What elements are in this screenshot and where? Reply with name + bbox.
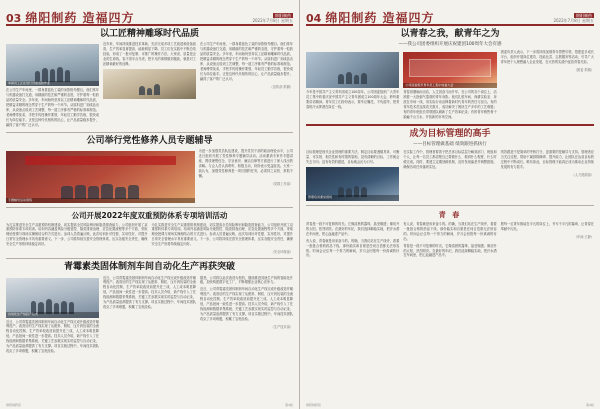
article-4-body-2: 近日，公司青霉素类固体制剂车间自动化生产线完成升级改造并顺利投产。改造后的生产线实现了从配料、制粒、压片到包装的全流程自动化控制，生产效率较改造前提升近三成，人工成本明显降低，产品批间一致性进一步提高。技术人员介绍，新产线引入了在线检测和数据采集系统，关键工艺参数实现实时监控与自动记录，为产品质量追溯提供了有力支撑。项目实施过程中，车间技术团队攻克了多项难题，积累了宝贵经验。	[103, 275, 196, 310]
article-2r-body-3: 绩效跟进不是简单的考核打分，更重要的是辅导与支持。管理者应当关注过程，帮助下属排除障碍、提升能力，让团队在达成目标的过程中不断成长。唯有如此，目标管理才能真正成为推动企业持续发展的有力抓手。	[500, 149, 594, 169]
article-2r-headline: 成为目标管理的高手	[409, 128, 491, 139]
article-4-photo	[6, 278, 99, 318]
article-3r-body-x: 有人说，青春就是用来奋斗的。的确，当我们站在生产线旁，看着一批批合格的药品下线，那份踏实和自豪是任何言语都无法形容的。时间会记住每一个努力的瞬间，岁月会回报每一份真诚的付出。	[306, 238, 400, 258]
article-2-photo-caption: 专题辅导活动现场	[6, 198, 195, 204]
article-4-body-4: 近日，公司青霉素类固体制剂车间自动化生产线完成升级改造并顺利投产。改造后的生产线实现了从配料、制粒、压片到包装的全流程自动化控制，生产效率较改造前提升近三成，人工成本明显降低，产品批间一致性进一步提高。技术人员介绍，新产线引入了在线检测和数据采集系统，关键工艺参数实现实时监控与自动记录，为产品质量追溯提供了有力支撑。项目实施过程中，车间技术团队攻克了多项难题，积累了宝贵经验。	[200, 287, 293, 322]
article-4-col-2	[103, 276, 196, 357]
footer-right	[306, 403, 594, 407]
article-2-body: 为进一步加强党员队伍建设，提升党员干部的政治理论水平，公司近日组织开展了党性修养专题辅导活动。活动邀请专家作专题讲座，围绕理想信念、宗旨意识、廉洁自律等方面进行了深入浅出的讲解。与会人员认真聆听，积极互动，纷纷表示受益匪浅。大家一致认为，加强党性修养是一项长期的任务，必须持之以恒、常抓不懈。	[198, 149, 293, 178]
article-1r-body-3: 团委负责人表示，下一步将持续加强青年思想引领，搭建更多成长平台，组织开展岗位建功、技能比武、志愿服务等活动，引导广大青年把个人理想融入企业发展，在火热的实践中绽放青春光彩。	[500, 50, 594, 64]
photo-figures	[6, 63, 99, 82]
footer-left-page: 第3版	[285, 403, 293, 407]
article-4-col-1	[6, 276, 99, 357]
article-2r-body-2: 在实际工作中，管理者要善于把总体目标层层分解到部门、班组和个人，让每一名员工都清楚自己要做什么、做到什么程度、什么时候完成。同时，要建立定期回顾机制，及时发现偏差并调整措施，确保各项任务落到实处。	[403, 149, 497, 169]
article-1-right	[300, 29, 600, 122]
article-1-photo-2	[103, 69, 196, 99]
article-3r-col-2	[403, 222, 496, 261]
footer-right-label: 绵阳制药报	[306, 403, 322, 407]
article-1r-col-3	[501, 50, 594, 122]
masthead-title-left: 绵阳制药 造福四方	[25, 11, 135, 25]
masthead-title-right: 绵阳制药 造福四方	[325, 11, 435, 25]
page-number-left: 03	[6, 12, 22, 25]
photo-banner	[25, 156, 176, 164]
article-1-photo-caption: 车间员工正在进行设备巡检作业	[6, 81, 99, 87]
article-2-right	[300, 129, 600, 203]
article-1-body-3: 在公司生产车间里，一群身着蓝色工装的身影格外醒目。他们常年与机器设备打交道，用精湛的技艺和严谨的态度，守护着每一粒药品的质量安全。多年来，车间始终坚持以工匠精神雕琢时代品质，把精益求精的理念贯穿于生产的每一个环节。从原料进厂到成品出库，从设备点检到工艺调整，每一道工序都有严格的标准和规范。老师傅带徒弟，手把手传授操作要领，年轻员工勤学苦练，很快成长为岗位能手。正是这种代代相传的匠心，让产品质量稳步提升，赢得了客户的广泛认可。	[200, 42, 293, 81]
article-3-col-2	[152, 223, 294, 257]
article-3-byline: （安全环保部）	[270, 250, 293, 255]
article-3r-body-3: 愿每一位青年都能在平凡的岗位上，书写不平凡的篇章，让青春在奉献中闪光。	[500, 221, 594, 231]
article-1-photo-1	[6, 44, 99, 86]
article-1r-byline: （团委 供稿）	[573, 67, 594, 72]
article-1r-subhead: ——我公司团委组织开展庆祝建团100周年大会有感	[398, 42, 502, 48]
article-3-right	[300, 210, 600, 261]
masthead-left	[6, 4, 293, 26]
page-right-04	[300, 0, 600, 409]
article-4-body: 近日，公司青霉素类固体制剂车间自动化生产线完成升级改造并顺利投产。改造后的生产线实现了从配料、制粒、压片到包装的全流程自动化控制，生产效率较改造前提升近三成，人工成本明显降低，产品批间一致性进一步提高。技术人员介绍，新产线引入了在线检测和数据采集系统，关键工艺参数实现实时监控与自动记录，为产品质量追溯提供了有力支撑。项目实施过程中，车间技术团队攻克了多项难题，积累了宝贵经验。	[6, 319, 99, 354]
divider-3-left	[6, 258, 293, 259]
article-4-left	[0, 262, 299, 356]
article-3r-body-y: 青春是一段不可复制的时光。它像清晨的露珠，晶莹剔透；像初升的太阳，热烈明亮。在最好的年纪，我们选择脚踏实地，把汗水洒在车间里，把心血融进产品中。	[403, 243, 497, 258]
article-2-photo	[6, 151, 195, 203]
divider-2-left	[6, 207, 293, 208]
article-3-left	[0, 211, 299, 256]
article-2r-col-1	[306, 150, 399, 203]
masthead-date-left: 2022年7月8日 星期五	[252, 17, 293, 23]
photo-figures-3	[6, 176, 195, 199]
article-1r-photo-2	[403, 52, 496, 88]
article-3-body-2: 为扎实推进安全生产双重预防机制建设，切实提高全员风险辨识和隐患排查能力，公司组织开展了双重预防体系专项培训。培训内容涵盖风险分级管控、隐患排查治理、应急处置流程等多个方面，采取理论授课与现场实操相结合的方式进行。参训人员普遍反映，此次培训针对性强、实用性好，对提升日常安全管理水平具有重要意义。下一步，公司将持续完善安全管理体系，压实各级安全责任，确保安全生产形势持续稳定向好。	[151, 222, 293, 247]
masthead-badge-right: 绵阳制药	[576, 12, 592, 18]
article-1r-headline: 以青春之我，献青年之为	[400, 29, 500, 39]
footer-left-label: 绵阳制药报	[6, 403, 22, 407]
article-1-body-2: 近年来，车间持续推进技术革新，先后完成多项工艺改进和设备改造，生产效率显著提高，能耗明显下降。员工们在实践中不断总结经验，形成了一批可复制、可推广的操作方法。大家说，质量是企业的生命线，容不得半点马虎。把平凡的事情做到极致，就是对工匠精神最好的诠释。	[103, 42, 196, 67]
article-2r-col-2	[403, 150, 496, 203]
article-1-col-2	[103, 42, 196, 130]
photo-figures-r1	[306, 68, 399, 84]
article-1r-photo-1	[306, 52, 399, 88]
article-2r-col-3	[501, 150, 594, 203]
article-2-photo-col	[6, 149, 195, 205]
article-3r-body: 青春是一段不可复制的时光。它像清晨的露珠，晶莹剔透；像初升的太阳，热烈明亮。在最好的年纪，我们选择脚踏实地，把汗水洒在车间里，把心血融进产品中。	[306, 221, 400, 236]
article-2-col-1	[199, 149, 293, 205]
article-1-headline: 以工匠精神雕琢时代品质	[99, 29, 199, 39]
article-1-col-1	[6, 42, 99, 130]
article-3r-col-1	[306, 222, 399, 261]
footer-left	[6, 403, 293, 407]
article-3r-body-2: 有人说，青春就是用来奋斗的。的确，当我们站在生产线旁，看着一批批合格的药品下线，那份踏实和自豪是任何言语都无法形容的。时间会记住每一个努力的瞬间，岁月会回报每一份真诚的付出。	[403, 221, 497, 241]
article-1-byline: （宣传部 供稿）	[269, 84, 293, 89]
article-1r-body: 今年是中国共产主义青年团成立100周年。公司团委组织广大青年员工集中收看庆祝中国共产主义青年团成立100周年大会，聆听重要讲话精神。青年员工们纷纷表示，要牢记嘱托，不负韶华，把青春的汗水挥洒在岗位一线。	[306, 90, 400, 109]
article-2r-photo-caption: 管理培训课堂现场	[306, 195, 399, 201]
masthead-meta-right	[553, 13, 594, 24]
photo-figures-4	[6, 296, 99, 314]
article-1-left	[0, 29, 299, 130]
article-2r-body: 目标管理是现代企业管理的重要方法。制定目标要遵循具体、可衡量、可实现、相关性和有时限的原则。没有清晰的目标，工作就会失去方向；没有有效的跟进，目标就会沦为口号。	[306, 149, 400, 164]
article-1-body: 在公司生产车间里，一群身着蓝色工装的身影格外醒目。他们常年与机器设备打交道，用精湛的技艺和严谨的态度，守护着每一粒药品的质量安全。多年来，车间始终坚持以工匠精神雕琢时代品质，把精益求精的理念贯穿于生产的每一个环节。从原料进厂到成品出库，从设备点检到工艺调整，每一道工序都有严格的标准和规范。老师傅带徒弟，手把手传授操作要领，年轻员工勤学苦练，很快成长为岗位能手。正是这种代代相传的匠心，让产品质量稳步提升，赢得了客户的广泛认可。	[6, 88, 99, 127]
article-4-col-3	[200, 276, 293, 357]
footer-right-page: 第4版	[586, 403, 594, 407]
article-3-body: 为扎实推进安全生产双重预防机制建设，切实提高全员风险辨识和隐患排查能力，公司组织开展了双重预防体系专项培训。培训内容涵盖风险分级管控、隐患排查治理、应急处置流程等多个方面，采取理论授课与现场实操相结合的方式进行。参训人员普遍反映，此次培训针对性强、实用性好，对提升日常安全管理水平具有重要意义。下一步，公司将持续完善安全管理体系，压实各级安全责任，确保安全生产形势持续稳定向好。	[6, 222, 148, 247]
divider-1-right	[306, 124, 594, 126]
photo-figures-2	[103, 82, 196, 96]
page-number-right: 04	[306, 12, 322, 25]
article-4-headline: 青霉素类固体制剂车间自动化生产再获突破	[63, 262, 235, 273]
article-1r-col-1	[306, 50, 399, 122]
article-3r-col-3	[501, 222, 594, 261]
article-1-col-3	[200, 42, 293, 130]
masthead-badge-left: 绵阳制药	[275, 12, 291, 18]
divider-2-right	[306, 205, 594, 206]
masthead-date-right: 2022年7月8日 星期五	[553, 17, 594, 23]
article-3r-byline: （车间 王静）	[573, 234, 594, 239]
article-3r-headline: 青 春	[438, 210, 462, 219]
photo-stage	[409, 59, 491, 78]
article-3-col-1	[6, 223, 148, 257]
article-2r-subhead: ——目标管理做基础 绩效跟进抓执行	[413, 142, 487, 148]
divider-1-left	[6, 132, 293, 133]
article-2r-photo	[306, 167, 399, 201]
article-4-body-3: 据悉，公司将以此次改造为契机，继续推进其他生产线的智能化升级，加快构建数字化工厂，不断增强企业核心竞争力。	[200, 275, 293, 285]
article-3-headline: 公司开展2022年度双重预防体系专项培训活动	[71, 211, 228, 221]
article-2-byline: （党群工作部）	[270, 181, 293, 186]
article-4-photo-caption: 自动化生产线投产仪式	[6, 312, 99, 318]
masthead-meta-left	[252, 13, 293, 24]
article-1r-col-2	[403, 50, 496, 122]
masthead-right	[306, 4, 594, 26]
article-2-headline: 公司举行党性修养人员专题辅导	[86, 135, 213, 146]
article-1r-photo-caption: 公司团委组织青年员工集中收看大会	[403, 83, 496, 89]
article-4-byline: （生产技术部）	[270, 325, 293, 330]
article-2-left	[0, 136, 299, 205]
article-1r-body-2: 青春因磨砺而出彩，人生因奋斗而升华。在公司的各个岗位上，活跃着一大批朝气蓬勃的青年身影。他们扎根车间、深耕实验室、奔波在市场一线，用实际行动诠释着新时代青年的责任与担当。有的青年技术员连续攻关数月，成功解决了困扰生产多年的工艺难题；有的青年班组长带领团队刷新了生产效率纪录；有的青年销售骨干踏遍千山万水，开拓新的市场空间。	[403, 90, 497, 119]
article-2r-byline: （人力资源部）	[571, 172, 594, 177]
